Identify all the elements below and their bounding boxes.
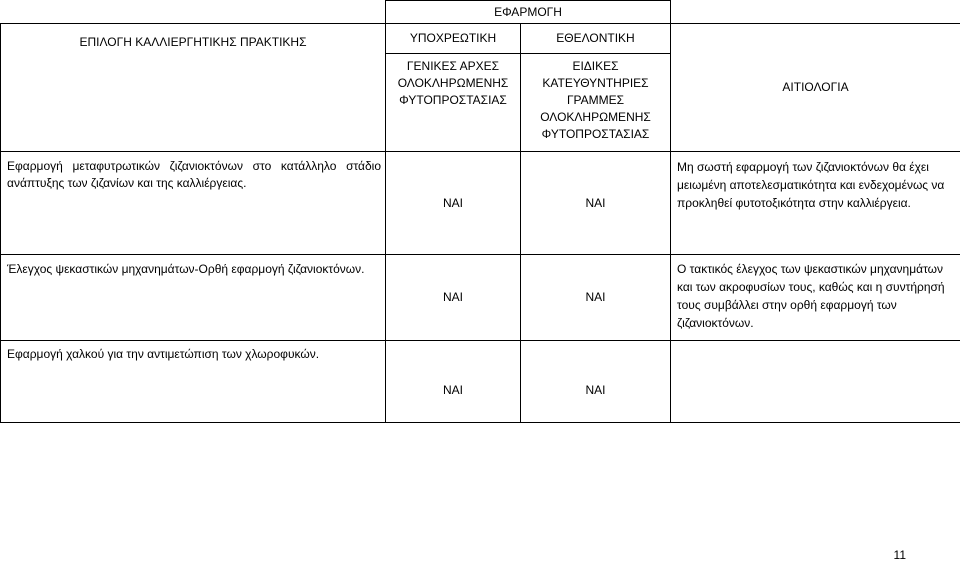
voluntary-sub-line: ΓΡΑΜΜΕΣ [566, 93, 625, 107]
voluntary-sub-line: ΟΛΟΚΛΗΡΩΜΕΝΗΣ [540, 110, 651, 124]
table-row [1, 255, 960, 341]
mandatory-sub-line: ΟΛΟΚΛΗΡΩΜΕΝΗΣ [397, 76, 509, 90]
justification-cell [671, 341, 960, 423]
header-application: ΕΦΑΡΜΟΓΗ [386, 1, 671, 24]
header-empty-right [671, 1, 960, 24]
mandatory-cell: ΝΑΙ [386, 255, 521, 341]
justification-cell: Μη σωστή εφαρμογή των ζιζανιοκτόνων θα έχει μειωμένη αποτελεσματικότητα και ενδεχομένως να προκληθεί φυτοτοξικότητα στην καλλιέργεια. [671, 152, 960, 255]
mandatory-sub-line: ΓΕΝΙΚΕΣ ΑΡΧΕΣ [406, 59, 500, 73]
mandatory-cell: ΝΑΙ [386, 341, 521, 423]
voluntary-sub-line: ΦΥΤΟΠΡΟΣΤΑΣΙΑΣ [541, 127, 650, 141]
voluntary-sub-line: ΕΙΔΙΚΕΣ [572, 59, 619, 73]
header-practice: ΕΠΙΛΟΓΗ ΚΑΛΛΙΕΡΓΗΤΙΚΗΣ ΠΡΑΚΤΙΚΗΣ [1, 24, 386, 152]
mandatory-sub-line: ΦΥΤΟΠΡΟΣΤΑΣΙΑΣ [399, 93, 507, 107]
voluntary-sub-line: ΚΑΤΕΥΘΥΝΤΗΡΙΕΣ [542, 76, 649, 90]
mandatory-subheader [386, 54, 521, 152]
voluntary-cell: ΝΑΙ [521, 255, 671, 341]
header-justification: ΑΙΤΙΟΛΟΓΙΑ [671, 24, 960, 152]
practice-cell: Έλεγχος ψεκαστικών μηχανημάτων-Ορθή εφαρμογή ζιζανιοκτόνων. [1, 255, 386, 341]
justification-cell: Ο τακτικός έλεγχος των ψεκαστικών μηχανημάτων και των ακροφυσίων τους, καθώς και η συντήρησή τους συμβάλλει στην ορθή εφαρμογή των ζιζανιοκτόνων. [671, 255, 960, 341]
table-row [1, 152, 960, 255]
table-row [1, 341, 960, 423]
page-number: 11 [893, 548, 906, 562]
mandatory-cell: ΝΑΙ [386, 152, 521, 255]
header-empty-left [1, 1, 386, 24]
practice-cell: Εφαρμογή χαλκού για την αντιμετώπιση των χλωροφυκών. [1, 341, 386, 423]
header-voluntary: ΕΘΕΛΟΝΤΙΚΗ [521, 24, 671, 54]
voluntary-cell: ΝΑΙ [521, 341, 671, 423]
header-mandatory: ΥΠΟΧΡΕΩΤΙΚΗ [386, 24, 521, 54]
practice-cell: Εφαρμογή μεταφυτρωτικών ζιζανιοκτόνων στο κατάλληλο στάδιο ανάπτυξης των ζιζανίων και της καλλιέργειας. [1, 152, 386, 255]
voluntary-subheader [521, 54, 671, 152]
voluntary-cell: ΝΑΙ [521, 152, 671, 255]
